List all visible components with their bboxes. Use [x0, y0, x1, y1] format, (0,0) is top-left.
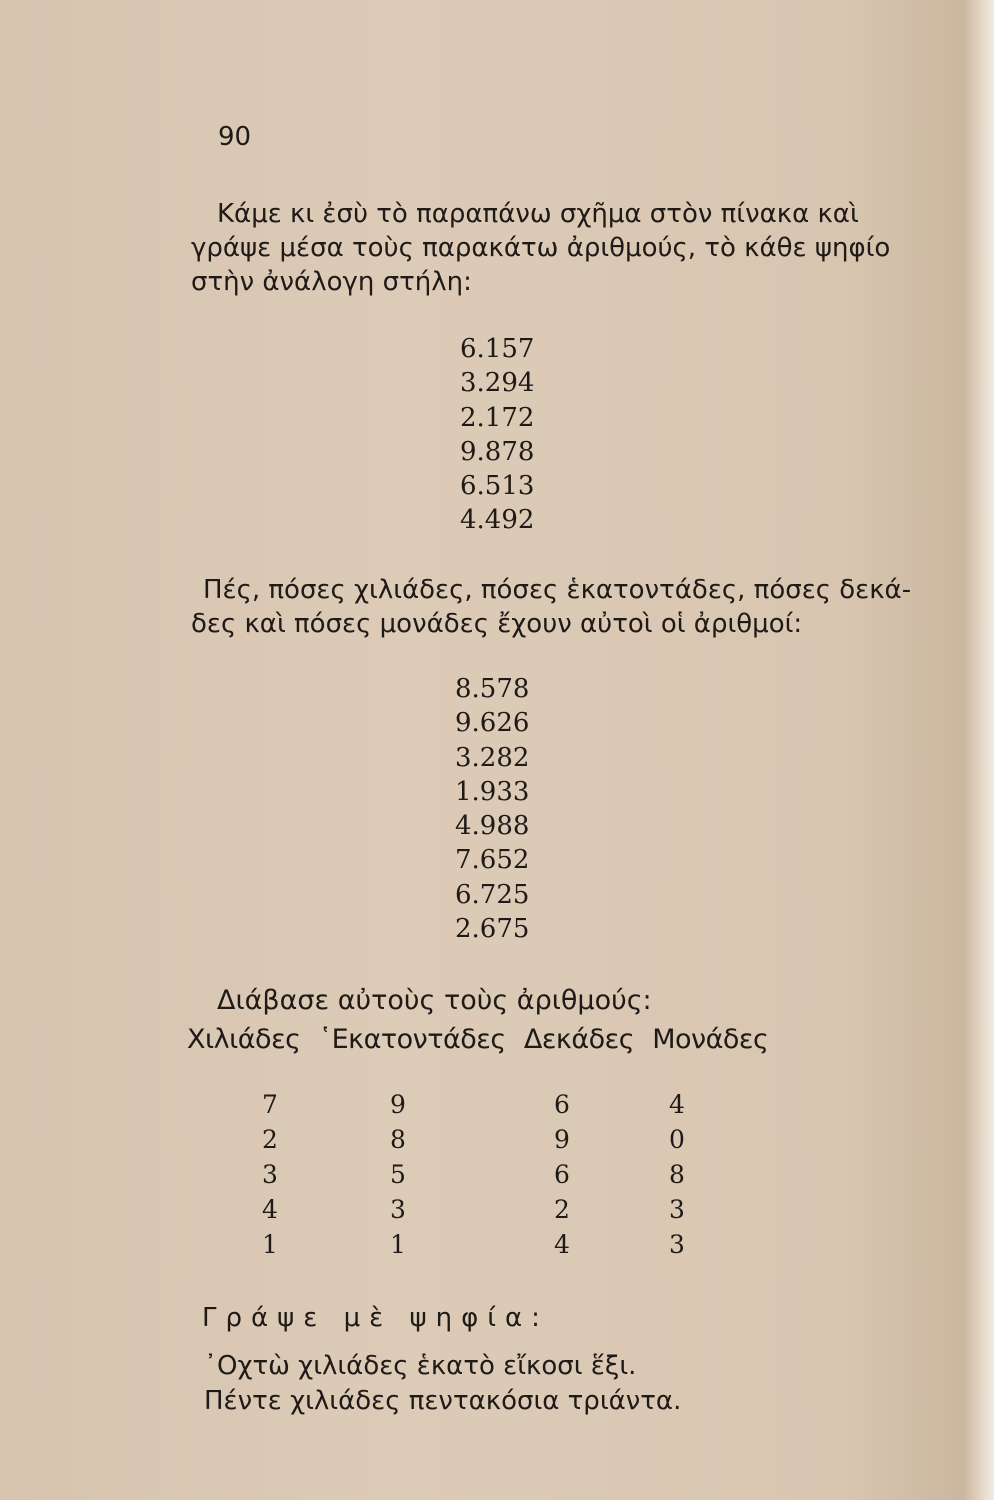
number-item: 7.652 — [455, 845, 530, 876]
digit-cell: 8 — [390, 1125, 406, 1154]
digit-cell: 2 — [262, 1125, 278, 1154]
number-item: 6.725 — [455, 879, 530, 910]
number-list-1 — [460, 332, 534, 538]
number-item: 8.578 — [455, 674, 530, 704]
digit-cell: 4 — [262, 1195, 278, 1224]
number-item: 2.675 — [455, 914, 530, 945]
number-item: 9.626 — [455, 708, 530, 739]
digit-cell: 0 — [669, 1125, 685, 1154]
digit-cell: 3 — [390, 1195, 406, 1224]
number-item: 9.878 — [460, 436, 535, 467]
exercise-line: ᾿Οχτὼ χιλιάδες ἑκατὸ εἴκοσι ἕξι. — [204, 1351, 637, 1381]
instruction-paragraph-1 — [191, 197, 951, 299]
write-instruction: Γράψε μὲ ψηφία: — [202, 1303, 549, 1333]
header-tens: Δεκάδες — [523, 1024, 635, 1055]
digit-cell: 6 — [554, 1160, 570, 1189]
read-instruction: Διάβασε αὐτοὺς τοὺς ἀριθμούς: — [217, 985, 652, 1016]
number-item: 6.513 — [460, 471, 535, 502]
number-item: 6.157 — [460, 334, 535, 364]
text-line: Πές, πόσες χιλιάδες, πόσες ἑκατοντάδες, πόσες δεκά- — [203, 575, 912, 605]
number-item: 3.282 — [455, 742, 530, 773]
text-line: στὴν ἀνάλογη στήλη: — [191, 267, 472, 297]
page-number: 90 — [218, 122, 252, 152]
digit-cell: 5 — [390, 1160, 406, 1189]
digit-cell: 4 — [554, 1230, 570, 1259]
digit-cell: 1 — [262, 1230, 278, 1259]
digit-cell: 6 — [554, 1090, 570, 1119]
header-hundreds: ῾Εκατοντάδες — [318, 1024, 506, 1055]
number-item: 4.492 — [460, 505, 535, 536]
digit-cell: 9 — [554, 1125, 570, 1154]
digit-cell: 4 — [669, 1090, 685, 1119]
exercise-line: Πέντε χιλιάδες πεντακόσια τριάντα. — [204, 1386, 682, 1416]
number-item: 1.933 — [455, 776, 530, 807]
digit-cell: 9 — [390, 1090, 406, 1119]
digit-cell: 3 — [669, 1195, 685, 1224]
instruction-paragraph-2 — [191, 573, 951, 641]
digit-cell: 1 — [390, 1230, 406, 1259]
digit-cell: 8 — [669, 1160, 685, 1189]
text-line: γράψε μέσα τοὺς παρακάτω ἀριθμούς, τὸ κάθε ψηφίο — [191, 233, 891, 263]
number-list-2 — [455, 672, 529, 946]
number-item: 4.988 — [455, 811, 530, 842]
number-item: 3.294 — [460, 368, 535, 399]
place-value-header — [187, 1024, 778, 1055]
digit-cell: 2 — [554, 1195, 570, 1224]
digit-cell: 7 — [262, 1090, 278, 1119]
header-units: Μονάδες — [652, 1024, 769, 1055]
header-thousands: Χιλιάδες — [187, 1024, 301, 1055]
text-line: Κάμε κι ἐσὺ τὸ παραπάνω σχῆμα στὸν πίνακα καὶ — [217, 199, 859, 229]
digit-cell: 3 — [669, 1230, 685, 1259]
digit-cell: 3 — [262, 1160, 278, 1189]
text-line: δες καὶ πόσες μονάδες ἔχουν αὐτοὶ οἱ ἀριθμοί: — [191, 609, 803, 639]
number-item: 2.172 — [460, 402, 535, 433]
